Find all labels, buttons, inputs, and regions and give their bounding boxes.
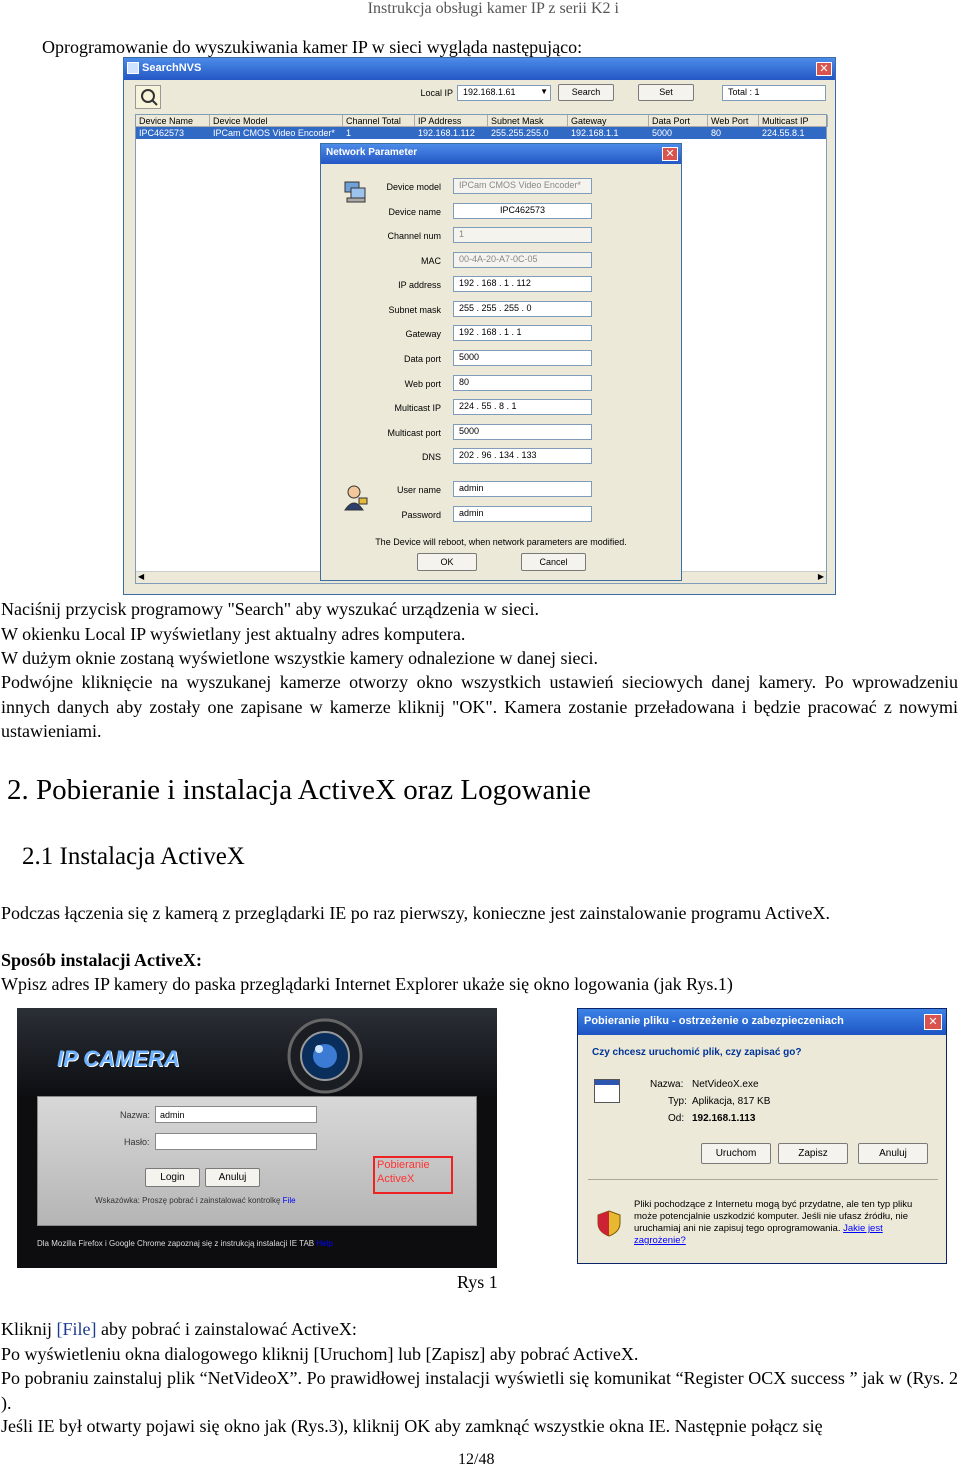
divider <box>588 1179 938 1180</box>
local-ip-label: Local IP <box>420 88 453 98</box>
column-header[interactable]: Data Port <box>649 115 708 127</box>
password-label: Hasło: <box>124 1137 150 1147</box>
figure-caption: Rys 1 <box>457 1272 498 1292</box>
field-value[interactable]: IPC462573 <box>453 203 592 219</box>
search-magnifier-icon <box>135 85 161 109</box>
save-button[interactable]: Zapisz <box>778 1143 848 1164</box>
column-header[interactable]: Gateway <box>568 115 649 127</box>
section-title: 2. Pobieranie i instalacja ActiveX oraz Logowanie <box>7 774 591 806</box>
paragraph-5 <box>1 1317 357 1342</box>
camera-login-screenshot <box>17 1008 497 1268</box>
column-header[interactable]: Subnet Mask <box>488 115 568 127</box>
run-button[interactable]: Uruchom <box>701 1143 771 1164</box>
column-header[interactable]: Device Name <box>136 115 210 127</box>
scroll-left-icon[interactable]: ◀ <box>138 572 145 581</box>
field-label: Multicast IP <box>394 403 441 413</box>
install-heading: Sposób instalacji ActiveX: <box>1 950 203 970</box>
shield-icon <box>596 1209 622 1237</box>
ie-download-warning <box>577 1008 947 1264</box>
help-link[interactable]: Help <box>316 1239 333 1248</box>
field-label: Channel num <box>387 231 441 241</box>
name-label: Nazwa: <box>120 1110 151 1120</box>
ok-button[interactable]: OK <box>417 553 477 571</box>
field-value[interactable]: 202 . 96 . 134 . 133 <box>453 448 592 464</box>
text-line: W okienku Local IP wyświetlany jest aktualny adres komputera. <box>1 623 466 644</box>
ie-question: Czy chcesz uruchomić plik, czy zapisać go? <box>592 1047 802 1058</box>
ie-titlebar <box>578 1009 946 1035</box>
password-field[interactable] <box>155 1133 317 1150</box>
login-button[interactable]: Login <box>145 1168 200 1187</box>
paragraph-1 <box>1 597 959 671</box>
column-header[interactable]: Multicast IP <box>759 115 828 127</box>
text-span: Kliknij <box>1 1319 57 1339</box>
paragraph-4: Wpisz adres IP kamery do paska przeglądarki Internet Explorer ukaże się okno logowania (jak Rys.1) <box>1 974 733 994</box>
cell: IPC462573 <box>139 128 185 138</box>
set-button[interactable]: Set <box>638 84 694 101</box>
intro-text: Oprogramowanie do wyszukiwania kamer IP w sieci wygląda następująco: <box>42 37 583 57</box>
field-label: MAC <box>421 256 441 266</box>
page-number: 12/48 <box>458 1451 495 1468</box>
field-value[interactable]: 255 . 255 . 255 . 0 <box>453 301 592 317</box>
local-ip-value: 192.168.1.61 <box>463 87 516 97</box>
ie-from-value: 192.168.1.113 <box>692 1113 756 1124</box>
field-label: Web port <box>404 379 441 389</box>
annotation-text <box>377 1158 430 1186</box>
chevron-down-icon[interactable]: ▼ <box>540 87 548 96</box>
ie-title: Pobieranie pliku - ostrzeżenie o zabezpieczeniach <box>584 1015 844 1027</box>
hint-label: Wskazówka: Proszę pobrać i zainstalować kontrolkę <box>95 1196 281 1205</box>
ie-name-value: NetVideoX.exe <box>692 1079 759 1090</box>
page-header: Instrukcja obsługi kamer IP z serii K2 i <box>367 0 619 17</box>
cell: 1 <box>346 128 352 138</box>
camera-lens-icon <box>285 1016 365 1096</box>
reboot-notice: The Device will reboot, when network parameters are modified. <box>375 537 627 547</box>
dialog-titlebar <box>321 144 681 164</box>
table-row[interactable] <box>136 127 826 139</box>
annotation-line: ActiveX <box>377 1173 415 1185</box>
paragraph-3: Podczas łączenia się z kamerą z przeglądarki IE po raz pierwszy, konieczne jest zainstalowanie programu ActiveX. <box>1 903 830 923</box>
ie-warning-text <box>634 1199 934 1247</box>
warning-body: Pliki pochodzące z Internetu mogą być przydatne, ale ten typ pliku może potencjalnie uszkodzić komputer. Jeśli nie ufasz źródłu, nie uruchamiaj ani nie zapisuj tego oprogramowania. <box>634 1199 913 1234</box>
total-counter: Total : 1 <box>722 85 826 101</box>
ie-type-value: Aplikacja, 817 KB <box>692 1096 771 1107</box>
ie-from-label: Od: <box>668 1113 685 1124</box>
footer-text <box>37 1239 333 1248</box>
field-label: DNS <box>421 452 441 462</box>
paragraph-2: Podwójne kliknięcie na wyszukanej kamerze otworzy okno wszystkich ustawień sieciowych danej kamery. Po wprowadzeniu innych danych aby zostały one zapisane w kamerze kliknij "OK". Kamera zostanie przeładowana i będzie pracować z nowymi ustawieniami. <box>1 672 958 741</box>
dialog-title: Network Parameter <box>326 147 418 158</box>
cell: 192.168.1.1 <box>571 128 619 138</box>
cell: 80 <box>711 128 722 138</box>
local-ip-field[interactable] <box>457 85 551 101</box>
paragraph-8: Jeśli IE był otwarty pojawi się okno jak (Rys.3), kliknij OK aby zamknąć wszystkie okna IE. Następnie połącz się <box>1 1416 823 1436</box>
field-value: 1 <box>453 227 592 243</box>
column-header[interactable]: Device Model <box>210 115 343 127</box>
searchnvs-titlebar <box>124 58 835 80</box>
name-field[interactable]: admin <box>155 1106 317 1123</box>
field-value[interactable]: 192 . 168 . 1 . 112 <box>453 276 592 292</box>
password-label: Password <box>401 510 441 520</box>
ie-name-label: Nazwa: <box>650 1079 684 1090</box>
ie-cancel-button[interactable]: Anuluj <box>858 1143 928 1164</box>
field-label: Device name <box>388 207 441 217</box>
cancel-button[interactable]: Anuluj <box>205 1168 260 1187</box>
field-label: IP address <box>398 280 441 290</box>
field-value[interactable]: 80 <box>453 375 592 391</box>
field-value[interactable]: 5000 <box>453 350 592 366</box>
close-icon[interactable]: ✕ <box>816 62 832 76</box>
text-line: Naciśnij przycisk programowy "Search" aby wyszukać urządzenia w sieci. <box>1 599 539 619</box>
field-label: Gateway <box>405 329 441 339</box>
field-value: IPCam CMOS Video Encoder* <box>453 178 592 194</box>
column-header[interactable]: Web Port <box>708 115 759 127</box>
field-label: Device model <box>386 182 441 192</box>
cell: 192.168.1.112 <box>418 128 475 138</box>
text-line: W dużym oknie zostaną wyświetlone wszystkie kamery odnalezione w danej sieci. <box>1 648 598 668</box>
hint-text <box>95 1196 296 1205</box>
application-icon <box>594 1079 620 1103</box>
file-link[interactable]: File <box>282 1196 296 1205</box>
text-span: aby pobrać i zainstalować ActiveX: <box>96 1319 357 1339</box>
risk-link[interactable]: Jakie jest zagrożenie? <box>634 1223 883 1246</box>
ie-type-label: Typ: <box>668 1096 687 1107</box>
password-field[interactable]: admin <box>453 506 592 522</box>
dialog-close-icon[interactable]: ✕ <box>662 147 678 161</box>
user-name-label: User name <box>396 485 441 495</box>
ie-close-icon[interactable]: ✕ <box>924 1014 942 1030</box>
cell: IPCam CMOS Video Encoder* <box>213 128 335 138</box>
search-button[interactable]: Search <box>558 84 614 101</box>
window-title: SearchNVS <box>142 62 202 74</box>
field-label: Data port <box>403 354 441 364</box>
file-reference: [File] <box>56 1319 97 1339</box>
cell: 5000 <box>652 128 673 138</box>
cell: 224.55.8.1 <box>762 128 805 138</box>
user-name-field[interactable]: admin <box>453 481 592 497</box>
subsection-title: 2.1 Instalacja ActiveX <box>22 843 245 870</box>
cancel-button[interactable]: Cancel <box>521 553 586 571</box>
camera-logo: IP CAMERA <box>57 1046 180 1071</box>
app-icon <box>127 62 139 74</box>
network-parameter-dialog <box>320 143 682 581</box>
field-value[interactable]: 224 . 55 . 8 . 1 <box>453 399 592 415</box>
field-value[interactable]: 5000 <box>453 424 592 440</box>
paragraph-6: Po wyświetleniu okna dialogowego kliknij [Uruchom] lub [Zapisz] aby pobrać ActiveX. <box>1 1344 639 1364</box>
field-value[interactable]: 192 . 168 . 1 . 1 <box>453 325 592 341</box>
column-header[interactable]: IP Address <box>415 115 488 127</box>
field-value: 00-4A-20-A7-0C-05 <box>453 252 592 268</box>
field-label: Subnet mask <box>388 305 441 315</box>
paragraph-7: Po pobraniu zainstaluj plik “NetVideoX”. Po prawidłowej instalacji wyświetli się komunikat “Register OCX success ” jak w (Rys. 2 ). <box>1 1368 958 1413</box>
scroll-right-icon[interactable]: ▶ <box>817 572 824 581</box>
footer-label: Dla Mozilla Firefox i Google Chrome zapoznaj się z instrukcją instalacji IE TAB <box>37 1239 315 1248</box>
field-label: Multicast port <box>387 428 441 438</box>
annotation-line: Pobieranie <box>377 1159 430 1171</box>
column-header[interactable]: Channel Total <box>343 115 415 127</box>
list-header <box>136 115 826 127</box>
cell: 255.255.255.0 <box>491 128 549 138</box>
